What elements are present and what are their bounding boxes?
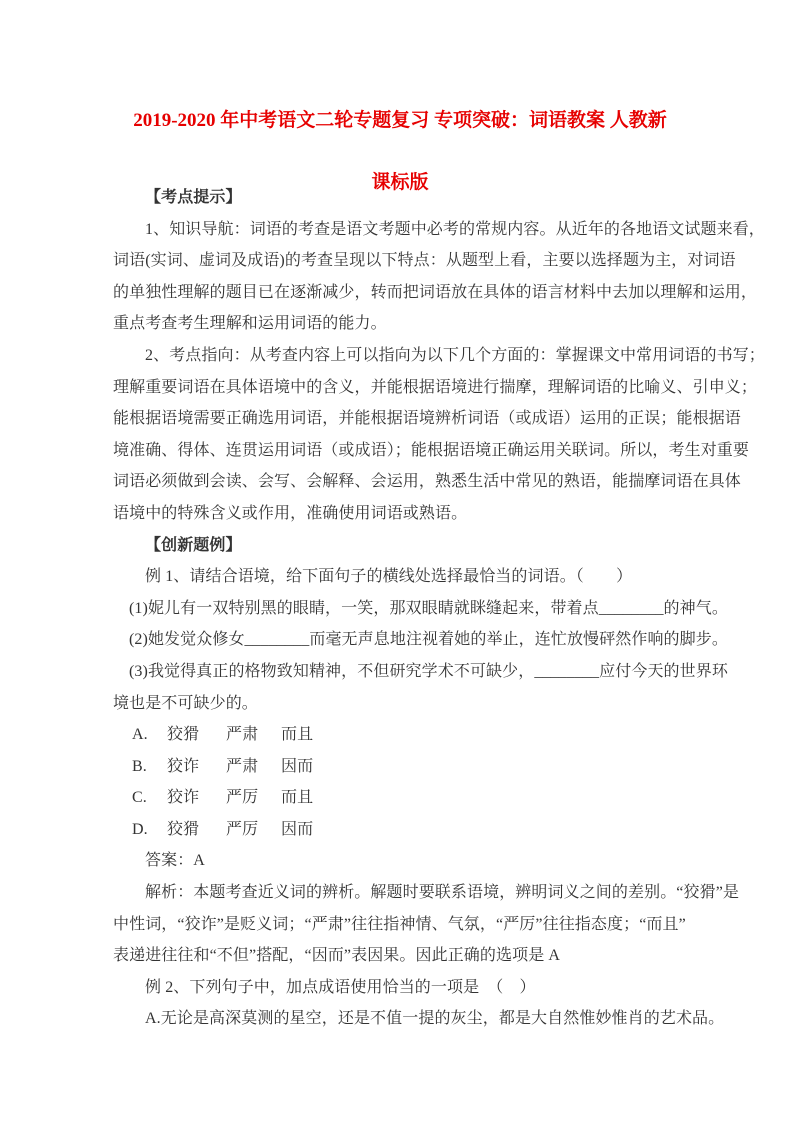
choice-word: 严厉: [226, 789, 259, 807]
choice-word: 严肃: [226, 726, 259, 744]
text-line: 重点考查考生理解和运用词语的能力。: [113, 315, 387, 333]
section-heading-exam-tips: 【考点提示】: [145, 189, 242, 206]
choice-label: A.: [132, 726, 148, 744]
text-line: 理解重要词语在具体语境中的含义，并能根据语境进行揣摩，理解词语的比喻义、引申义；: [113, 378, 758, 396]
choice-word: 严厉: [226, 820, 259, 838]
text-line: 表递进往往和“不但”搭配，“因而”表因果。因此正确的选项是 A: [113, 947, 561, 965]
choice-word: 狡猾: [167, 726, 200, 744]
choice-word: 狡猾: [167, 820, 200, 838]
document-title-line1: 2019-2020 年中考语文二轮专题复习 专项突破：词语教案 人教新: [133, 110, 667, 131]
choice-label: C.: [132, 789, 147, 807]
text-line: A.无论是高深莫测的星空，还是不值一提的灰尘，都是大自然惟妙惟肖的艺术品。: [145, 1010, 725, 1028]
text-line: 的单独性理解的题目已在逐渐减少，转而把词语放在具体的语言材料中去加以理解和运用，: [113, 283, 758, 301]
text-line: 境准确、得体、连贯运用词语（或成语）；能根据语境正确运用关联词。所以，考生对重要: [113, 441, 750, 459]
choice-label: B.: [132, 757, 147, 775]
choice-word: 严肃: [226, 757, 259, 775]
analysis-text: [113, 877, 740, 972]
choice-word: 狡诈: [167, 789, 200, 807]
choice-row: [113, 751, 713, 783]
document-body: [113, 182, 765, 1035]
text-line: 2、考点指向：从考查内容上可以指向为以下几个方面的：掌握课文中常用词语的书写；: [145, 346, 765, 364]
text-line: 例 2、下列句子中，加点成语使用恰当的一项是 （ ）: [145, 978, 536, 996]
text-line: 境也是不可缺少的。: [113, 694, 258, 712]
exam-tips-paragraphs: [113, 214, 765, 530]
choice-row: [113, 782, 713, 814]
example2-text: [113, 972, 725, 1035]
text-line: 词语必须做到会读、会写、会解释、会运用，熟悉生活中常见的熟语，能揣摩词语在具体: [113, 473, 741, 491]
choice-word: 而且: [281, 789, 314, 807]
text-line: (2)她发觉众修女________而毫无声息地注视着她的举止，连忙放慢砰然作响的脚步。: [129, 631, 728, 649]
choice-row: [113, 719, 713, 751]
text-line: 中性词，“狡诈”是贬义词；“严肃”往往指神情、气氛，“严厉”往往指态度；“而且”: [113, 915, 686, 933]
example1-text: [113, 561, 728, 719]
choice-label: D.: [132, 820, 148, 838]
choice-word: 狡诈: [167, 757, 200, 775]
text-line: 语境中的特殊含义或作用，准确使用词语或熟语。: [113, 504, 468, 522]
text-line: 解析：本题考查近义词的辨析。解题时要联系语境，辨明词义之间的差别。“狡猾”是: [145, 884, 740, 902]
document-title-line2: 课标版: [371, 172, 429, 193]
text-line: 词语(实词、虚词及成语)的考查呈现以下特点：从题型上看，主要以选择题为主，对词语: [113, 252, 736, 270]
choice-word: 而且: [281, 726, 314, 744]
text-line: (3)我觉得真正的格物致知精神，不但研究学术不可缺少，________应付今天的世界环: [129, 662, 728, 680]
text-line: 例 1、请结合语境，给下面句子的横线处选择最恰当的词语。（ ）: [145, 568, 633, 586]
section-heading-example-questions: 【创新题例】: [145, 536, 242, 554]
choice-word: 因而: [281, 757, 314, 775]
choice-word: 因而: [281, 820, 314, 838]
choice-row: [113, 814, 713, 846]
text-line: (1)妮儿有一双特别黑的眼睛，一笑，那双眼睛就眯缝起来，带着点________的神气。: [129, 599, 728, 617]
text-line: 能根据语境需要正确选用词语，并能根据语境辨析词语（或成语）运用的正误；能根据语: [113, 410, 741, 428]
text-line: 1、知识导航：词语的考查是语文考题中必考的常规内容。从近年的各地语文试题来看，: [145, 220, 765, 238]
answer-line: 答案：A: [145, 852, 205, 870]
